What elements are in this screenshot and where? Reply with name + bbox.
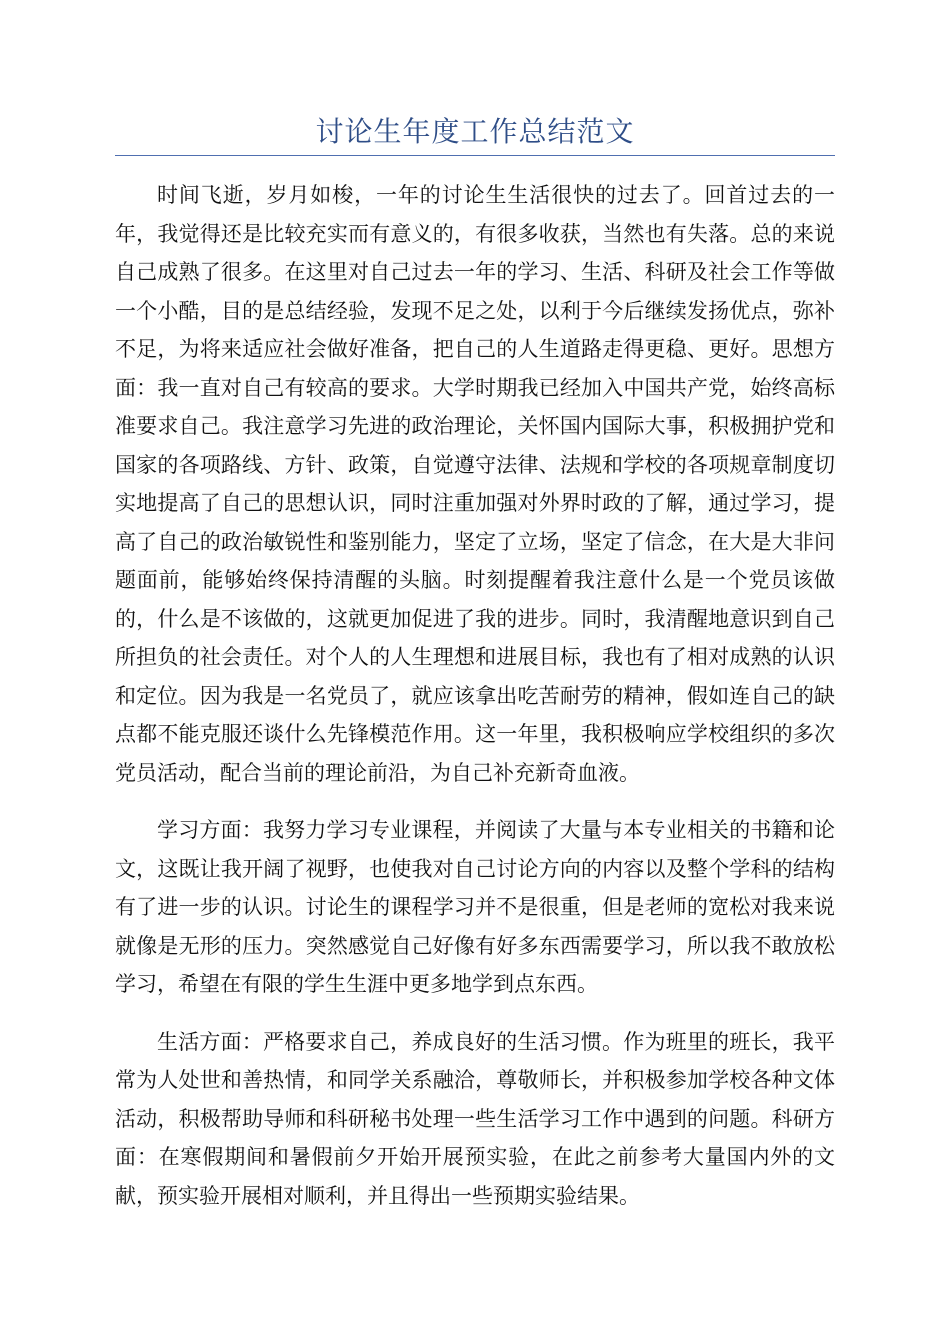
- paragraph-life: 生活方面：严格要求自己，养成良好的生活习惯。作为班里的班长，我平常为人处世和善热情，和同学关系融洽，尊敬师长，并积极参加学校各种文体活动，积极帮助导师和科研秘书处理一些生活学习工作中遇到的问题。科研方面：在寒假期间和暑假前夕开始开展预实验，在此之前参考大量国内外的文献，预实验开展相对顺利，并且得出一些预期实验结果。: [115, 1029, 835, 1208]
- paragraph-thoughts: 时间飞逝，岁月如梭，一年的讨论生生活很快的过去了。回首过去的一年，我觉得还是比较充实而有意义的，有很多收获，当然也有失落。总的来说自己成熟了很多。在这里对自己过去一年的学习、生活、科研及社会工作等做一个小酷，目的是总结经验，发现不足之处，以利于今后继续发扬优点，弥补不足，为将来适应社会做好准备，把自己的人生道路走得更稳、更好。思想方面：我一直对自己有较高的要求。大学时期我已经加入中国共产党，始终高标准要求自己。我注意学习先进的政治理论，关怀国内国际大事，积极拥护党和国家的各项路线、方针、政策，自觉遵守法律、法规和学校的各项规章制度切实地提高了自己的思想认识，同时注重加强对外界时政的了解，通过学习，提高了自己的政治敏锐性和鉴别能力，坚定了立场，坚定了信念，在大是大非问题面前，能够始终保持清醒的头脑。时刻提醒着我注意什么是一个党员该做的，什么是不该做的，这就更加促进了我的进步。同时，我清醒地意识到自己所担负的社会责任。对个人的人生理想和进展目标，我也有了相对成熟的认识和定位。因为我是一名党员了，就应该拿出吃苦耐劳的精神，假如连自己的缺点都不能克服还谈什么先锋模范作用。这一年里，我积极响应学校组织的多次党员活动，配合当前的理论前沿，为自己补充新奇血液。: [115, 183, 835, 785]
- title-underline: [115, 155, 835, 156]
- document-title: 讨论生年度工作总结范文: [315, 115, 635, 148]
- document-body: [115, 176, 835, 1234]
- paragraph-study: 学习方面：我努力学习专业课程，并阅读了大量与本专业相关的书籍和论文，这既让我开阔了视野，也使我对自己讨论方向的内容以及整个学科的结构有了进一步的认识。讨论生的课程学习并不是很重，但是老师的宽松对我来说就像是无形的压力。突然感觉自己好像有好多东西需要学习，所以我不敢放松学习，希望在有限的学生生涯中更多地学到点东西。: [115, 818, 835, 996]
